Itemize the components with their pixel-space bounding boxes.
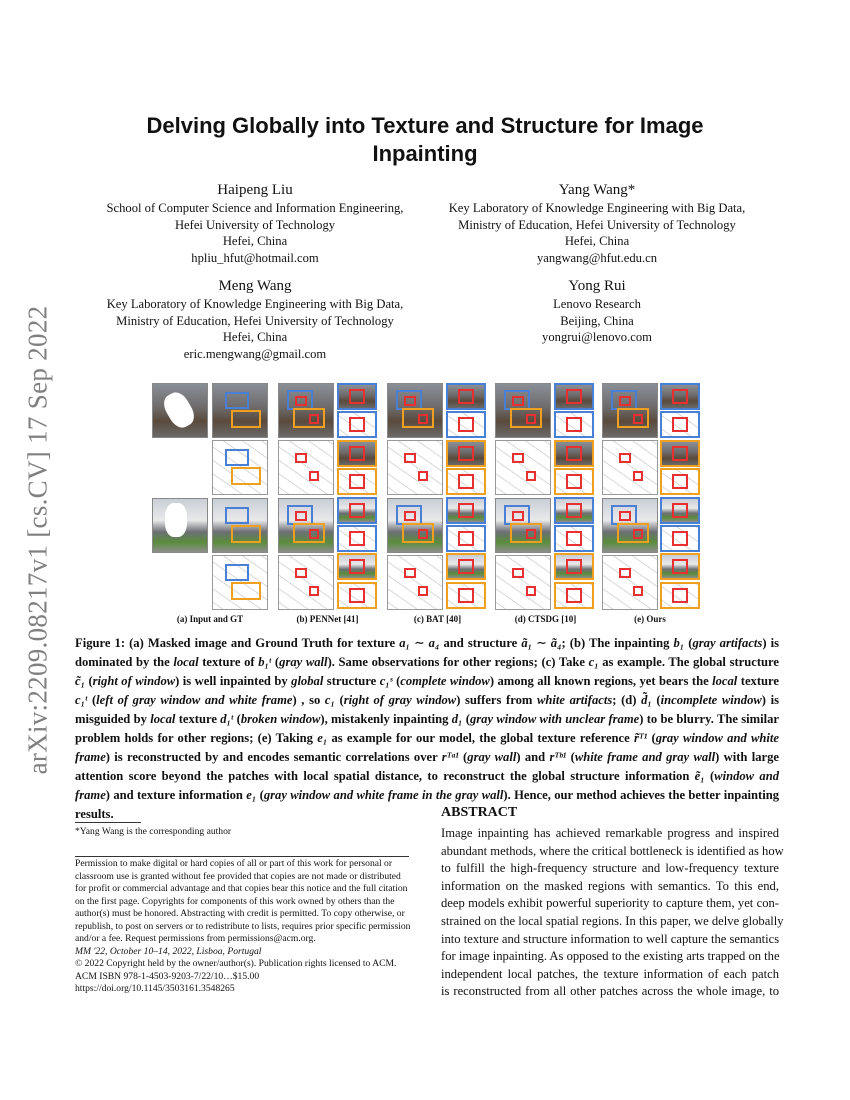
region-box bbox=[617, 408, 649, 428]
region-box bbox=[225, 564, 249, 581]
structure-map bbox=[278, 555, 334, 610]
figure-caption bbox=[75, 634, 779, 824]
zoomed-structure bbox=[554, 468, 594, 495]
permission-block bbox=[75, 858, 409, 996]
region-box bbox=[458, 503, 474, 518]
region-box bbox=[402, 523, 434, 543]
caption-segment: ). Same observations for other regions; (c) Take bbox=[327, 655, 589, 669]
region-box bbox=[566, 503, 582, 518]
permission-line: for profit or commercial advantage and that copies bear this notice and the full citation bbox=[75, 883, 408, 894]
zoomed-structure bbox=[554, 411, 594, 438]
caption-segment: c₁ˢ bbox=[379, 674, 393, 688]
title-line: Delving Globally into Texture and Structure for Image bbox=[146, 113, 704, 138]
abstract-line: into texture and structure information to well capture the semantics bbox=[441, 931, 780, 946]
inpainted-image bbox=[278, 498, 334, 553]
caption-segment: ) and bbox=[516, 750, 550, 764]
region-box bbox=[349, 559, 365, 574]
zoomed-patch bbox=[337, 553, 377, 580]
region-box bbox=[510, 523, 542, 543]
caption-segment: local bbox=[712, 674, 738, 688]
region-box bbox=[349, 389, 365, 404]
region-box bbox=[349, 417, 365, 432]
region-box bbox=[672, 588, 688, 603]
caption-segment: as example for our model, the global texture reference bbox=[327, 731, 634, 745]
caption-segment: ( bbox=[704, 769, 715, 783]
caption-segment: e₁ bbox=[317, 731, 328, 745]
caption-segment: ), mistakenly inpainting bbox=[320, 712, 452, 726]
zoomed-structure bbox=[660, 411, 700, 438]
caption-segment: ) is dominated by the bbox=[75, 636, 780, 669]
caption-segment: ( bbox=[566, 750, 575, 764]
zoomed-patch bbox=[337, 440, 377, 467]
region-box bbox=[672, 531, 688, 546]
doi-link[interactable]: https://doi.org/10.1145/3503161.3548265 bbox=[75, 983, 235, 994]
caption-segment: rᵀᵇ¹ bbox=[549, 750, 567, 764]
region-box bbox=[349, 503, 365, 518]
region-box bbox=[396, 390, 422, 410]
region-box bbox=[672, 446, 688, 461]
zoomed-structure bbox=[660, 468, 700, 495]
region-box bbox=[526, 586, 536, 596]
region-box bbox=[458, 446, 474, 461]
permission-line: Permission to make digital or hard copies of all or part of this work for personal or bbox=[75, 858, 393, 869]
caption-segment: gray artifacts bbox=[692, 636, 763, 650]
inpainted-image bbox=[387, 498, 443, 553]
author-affil: Lenovo Research bbox=[553, 297, 641, 311]
caption-segment: Figure 1: (a) Masked image and Ground Truth for texture bbox=[75, 636, 400, 650]
caption-segment: window and frame bbox=[75, 769, 779, 802]
caption-segment: right of window bbox=[92, 674, 176, 688]
permission-rule bbox=[75, 856, 409, 857]
zoomed-patch bbox=[660, 553, 700, 580]
subcaption-b: (b) PENNet [41] bbox=[296, 614, 359, 624]
caption-segment: complete window bbox=[400, 674, 490, 688]
caption-segment: d₁ᵗ bbox=[220, 712, 234, 726]
author-affil: Ministry of Education, Hefei University of Technology bbox=[116, 313, 394, 328]
caption-segment: white artifacts bbox=[536, 693, 613, 707]
zoomed-patch bbox=[554, 383, 594, 410]
abstract-line: for image inpainting. As opposed to the existing arts trapped on the bbox=[441, 949, 780, 964]
caption-segment: incomplete window bbox=[660, 693, 762, 707]
caption-segment: ; (d) bbox=[612, 693, 642, 707]
author-email: yangwang@hfut.edu.cn bbox=[536, 250, 657, 265]
inpainted-image bbox=[495, 498, 551, 553]
copyright-line: © 2022 Copyright held by the owner/author(s). Publication rights licensed to ACM. bbox=[75, 958, 397, 969]
caption-segment: gray wall bbox=[279, 655, 328, 669]
abstract-body bbox=[441, 825, 784, 1001]
inpainted-image bbox=[278, 383, 334, 438]
region-box bbox=[458, 474, 474, 489]
region-box bbox=[287, 505, 313, 525]
caption-segment: ) and texture information bbox=[105, 788, 247, 802]
zoomed-patch bbox=[554, 497, 594, 524]
region-box bbox=[672, 559, 688, 574]
abstract-line: abundant methods, where the critical bottleneck is identified as how bbox=[441, 843, 784, 858]
region-box bbox=[418, 586, 428, 596]
caption-segment: c₁ bbox=[324, 693, 335, 707]
footnote-rule bbox=[75, 822, 141, 823]
inpainted-image bbox=[212, 383, 268, 438]
region-box bbox=[672, 474, 688, 489]
region-box bbox=[504, 505, 530, 525]
zoomed-patch bbox=[337, 497, 377, 524]
region-box bbox=[633, 586, 643, 596]
caption-segment: gray window with unclear frame bbox=[469, 712, 640, 726]
region-box bbox=[349, 474, 365, 489]
permission-line: and/or a fee. Request permissions from permissions@acm.org. bbox=[75, 933, 316, 944]
zoomed-patch bbox=[660, 440, 700, 467]
region-box bbox=[458, 389, 474, 404]
region-box bbox=[349, 531, 365, 546]
arxiv-identifier[interactable]: arXiv:2209.08217v1 [cs.CV] 17 Sep 2022 bbox=[22, 305, 53, 775]
caption-segment: structure bbox=[323, 674, 380, 688]
region-box bbox=[512, 453, 524, 463]
zoomed-structure bbox=[446, 582, 486, 609]
region-box bbox=[396, 505, 422, 525]
caption-segment: rᵀᵃ¹ bbox=[441, 750, 459, 764]
region-box bbox=[510, 408, 542, 428]
caption-segment: ( bbox=[271, 655, 280, 669]
caption-segment: ( bbox=[334, 693, 344, 707]
structure-map bbox=[495, 440, 551, 495]
caption-segment: ). Hence, our method achieves the better inpainting results. bbox=[75, 788, 780, 821]
region-box bbox=[349, 446, 365, 461]
region-box bbox=[225, 507, 249, 524]
zoomed-patch bbox=[446, 553, 486, 580]
author-affil: Hefei, China bbox=[222, 234, 288, 248]
caption-segment: white frame and gray wall bbox=[574, 750, 716, 764]
permission-line: classroom use is granted without fee provided that copies are not made or distributed bbox=[75, 870, 401, 882]
zoomed-patch bbox=[337, 383, 377, 410]
region-box bbox=[633, 471, 643, 481]
region-box bbox=[458, 588, 474, 603]
region-box bbox=[611, 390, 637, 410]
permission-line: on the first page. Copyrights for components of this work owned by others than the bbox=[75, 895, 395, 907]
zoomed-structure bbox=[554, 525, 594, 552]
caption-segment: ( bbox=[392, 674, 401, 688]
caption-segment: left of gray window and white frame bbox=[96, 693, 293, 707]
author-affil: Hefei University of Technology bbox=[174, 217, 336, 232]
caption-segment: ( bbox=[647, 731, 656, 745]
region-box bbox=[293, 408, 325, 428]
caption-segment: gray window and white frame bbox=[75, 731, 780, 764]
region-box bbox=[617, 523, 649, 543]
caption-segment: ( bbox=[84, 674, 93, 688]
caption-segment: ( bbox=[462, 712, 470, 726]
structure-map bbox=[387, 555, 443, 610]
author-affil: Hefei, China bbox=[564, 234, 630, 248]
region-box bbox=[231, 525, 261, 543]
region-box bbox=[458, 417, 474, 432]
caption-segment: ; (b) The inpainting bbox=[561, 636, 674, 650]
subcaption-e: (e) Ours bbox=[634, 614, 666, 624]
region-box bbox=[672, 389, 688, 404]
masked-input-image bbox=[152, 498, 208, 553]
caption-segment: ) is misguided by bbox=[75, 693, 780, 726]
caption-segment: ( bbox=[684, 636, 693, 650]
isbn: ACM ISBN 978-1-4503-9203-7/22/10…$15.00 bbox=[75, 970, 260, 982]
region-box bbox=[293, 523, 325, 543]
permission-line: author(s) must be honored. Abstracting with credit is permitted. To copy otherwise, or bbox=[75, 908, 405, 919]
author-affil: Key Laboratory of Knowledge Engineering with Big Data, bbox=[448, 201, 746, 215]
structure-map bbox=[602, 555, 658, 610]
inpainted-image bbox=[602, 498, 658, 553]
caption-segment: d₁ bbox=[451, 712, 463, 726]
masked-input-image bbox=[152, 383, 208, 438]
zoomed-patch bbox=[446, 383, 486, 410]
region-box bbox=[458, 559, 474, 574]
author-affil: Hefei, China bbox=[222, 330, 288, 344]
zoomed-structure bbox=[660, 525, 700, 552]
caption-segment: ( bbox=[233, 712, 241, 726]
structure-map bbox=[495, 555, 551, 610]
title-line: Inpainting bbox=[372, 141, 478, 166]
author-email: yongrui@lenovo.com bbox=[542, 330, 652, 344]
caption-segment: ã₁ ∼ ã₄ bbox=[521, 636, 562, 650]
region-box bbox=[611, 505, 637, 525]
structure-map bbox=[212, 555, 268, 610]
region-box bbox=[287, 390, 313, 410]
region-box bbox=[404, 453, 416, 463]
inpainted-image bbox=[387, 383, 443, 438]
region-box bbox=[231, 582, 261, 600]
caption-segment: e₁ bbox=[246, 788, 257, 802]
region-box bbox=[672, 503, 688, 518]
region-box bbox=[566, 588, 582, 603]
region-box bbox=[458, 531, 474, 546]
abstract-heading: ABSTRACT bbox=[441, 805, 518, 820]
author-email: eric.mengwang@gmail.com bbox=[183, 346, 327, 361]
caption-segment: c₁ᵗ bbox=[75, 693, 88, 707]
caption-segment: ) among all known regions, yet bears the bbox=[489, 674, 713, 688]
region-box bbox=[504, 390, 530, 410]
abstract-line: independent local patches, the texture information of each patch bbox=[441, 966, 779, 981]
structure-map bbox=[278, 440, 334, 495]
author-name: Haipeng Liu bbox=[217, 182, 293, 198]
footnote: *Yang Wang is the corresponding author bbox=[75, 826, 232, 837]
mask-region bbox=[165, 503, 187, 537]
zoomed-patch bbox=[446, 497, 486, 524]
zoomed-patch bbox=[660, 497, 700, 524]
author-affil: Key Laboratory of Knowledge Engineering with Big Data, bbox=[106, 297, 404, 311]
abstract-line: strained on the local spatial regions. In this paper, we delve globally bbox=[441, 913, 784, 928]
caption-segment: gray wall bbox=[467, 750, 517, 764]
zoomed-patch bbox=[660, 383, 700, 410]
caption-segment: ) suffers from bbox=[456, 693, 537, 707]
zoomed-structure bbox=[554, 582, 594, 609]
caption-segment: ẽ₁ bbox=[694, 769, 705, 783]
caption-segment: a₁ ∼ a₄ bbox=[399, 636, 440, 650]
region-box bbox=[402, 408, 434, 428]
caption-segment: right of gray window bbox=[343, 693, 457, 707]
caption-segment: b₁ᵗ bbox=[258, 655, 272, 669]
abstract-line: to fulfill the high-frequency structure and low-frequency texture bbox=[441, 861, 779, 876]
author-email: hpliu_hfut@hotmail.com bbox=[191, 250, 319, 265]
abstract-line: information on the masked regions with semantics. To this end, bbox=[441, 878, 779, 893]
zoomed-structure bbox=[446, 525, 486, 552]
caption-segment: ( bbox=[651, 693, 661, 707]
caption-segment: ( bbox=[256, 788, 264, 802]
inpainted-image bbox=[212, 498, 268, 553]
abstract-line: Image inpainting has achieved remarkable progress and inspired bbox=[441, 826, 779, 840]
region-box bbox=[349, 588, 365, 603]
caption-segment: c₁ bbox=[588, 655, 599, 669]
caption-segment: r̃ᵀ¹ bbox=[634, 731, 648, 745]
abstract-line: is reconstructed from all other patches across the whole image, to bbox=[441, 984, 779, 999]
subcaption-a: (a) Input and GT bbox=[176, 614, 244, 624]
region-box bbox=[295, 568, 307, 578]
subcaption-c: (c) BAT [40] bbox=[413, 614, 462, 624]
inpainted-image bbox=[602, 383, 658, 438]
caption-segment: texture bbox=[175, 712, 221, 726]
caption-segment: texture of bbox=[198, 655, 259, 669]
author-affil: Beijing, China bbox=[560, 313, 634, 328]
region-box bbox=[418, 471, 428, 481]
caption-segment: ) with large attention score beyond the patches with local spatial distance, to reconstruct the global structure information bbox=[75, 750, 780, 783]
caption-segment: ( bbox=[87, 693, 97, 707]
author-name: Yong Rui bbox=[568, 278, 626, 294]
author-affil: Ministry of Education, Hefei University of Technology bbox=[458, 217, 736, 232]
author-name: Meng Wang bbox=[218, 278, 292, 294]
caption-segment: d̃₁ bbox=[641, 693, 652, 707]
region-box bbox=[231, 467, 261, 485]
caption-segment: c̃₁ bbox=[75, 674, 85, 688]
inpainted-image bbox=[495, 383, 551, 438]
caption-segment: local bbox=[150, 712, 176, 726]
venue: MM '22, October 10–14, 2022, Lisboa, Portugal bbox=[75, 945, 262, 957]
zoomed-structure bbox=[446, 468, 486, 495]
region-box bbox=[566, 446, 582, 461]
region-box bbox=[231, 410, 261, 428]
subcaption-d: (d) CTSDG [10] bbox=[514, 614, 577, 624]
caption-segment: texture bbox=[737, 674, 780, 688]
caption-segment: as example. The global structure bbox=[598, 655, 779, 669]
author-name: Yang Wang* bbox=[558, 182, 636, 198]
mask-region bbox=[160, 388, 199, 431]
caption-segment: local bbox=[173, 655, 199, 669]
zoomed-patch bbox=[446, 440, 486, 467]
region-box bbox=[619, 453, 631, 463]
abstract-line: deep models exhibit powerful superiority to capture them, yet con- bbox=[441, 896, 779, 911]
caption-segment: global bbox=[291, 674, 324, 688]
zoomed-structure bbox=[337, 582, 377, 609]
region-box bbox=[225, 449, 249, 466]
caption-segment: ) is well inpainted by bbox=[175, 674, 292, 688]
zoomed-patch bbox=[554, 440, 594, 467]
region-box bbox=[566, 474, 582, 489]
caption-segment: ) to be blurry. The similar problem holds for other regions; (e) Taking bbox=[75, 712, 780, 745]
region-box bbox=[309, 586, 319, 596]
structure-map bbox=[602, 440, 658, 495]
region-box bbox=[404, 568, 416, 578]
region-box bbox=[566, 417, 582, 432]
zoomed-structure bbox=[337, 525, 377, 552]
permission-line: republish, to post on servers or to redistribute to lists, requires prior specific permission bbox=[75, 920, 411, 932]
author-affil: School of Computer Science and Information Engineering, bbox=[106, 201, 404, 215]
caption-segment: broken window bbox=[240, 712, 321, 726]
region-box bbox=[295, 453, 307, 463]
structure-map bbox=[212, 440, 268, 495]
zoomed-structure bbox=[337, 411, 377, 438]
region-box bbox=[526, 471, 536, 481]
region-box bbox=[672, 417, 688, 432]
zoomed-patch bbox=[554, 553, 594, 580]
caption-segment: b₁ bbox=[673, 636, 685, 650]
region-box bbox=[309, 471, 319, 481]
zoomed-structure bbox=[446, 411, 486, 438]
caption-segment: ( bbox=[458, 750, 468, 764]
caption-segment: ) , so bbox=[292, 693, 325, 707]
region-box bbox=[566, 531, 582, 546]
zoomed-structure bbox=[337, 468, 377, 495]
region-box bbox=[225, 392, 249, 409]
caption-segment: and structure bbox=[439, 636, 522, 650]
structure-map bbox=[387, 440, 443, 495]
caption-segment: ) is reconstructed by and encodes semantic correlations over bbox=[105, 750, 442, 764]
region-box bbox=[619, 568, 631, 578]
caption-segment: gray window and white frame in the gray wall bbox=[263, 788, 504, 802]
zoomed-structure bbox=[660, 582, 700, 609]
region-box bbox=[566, 559, 582, 574]
region-box bbox=[566, 389, 582, 404]
region-box bbox=[512, 568, 524, 578]
